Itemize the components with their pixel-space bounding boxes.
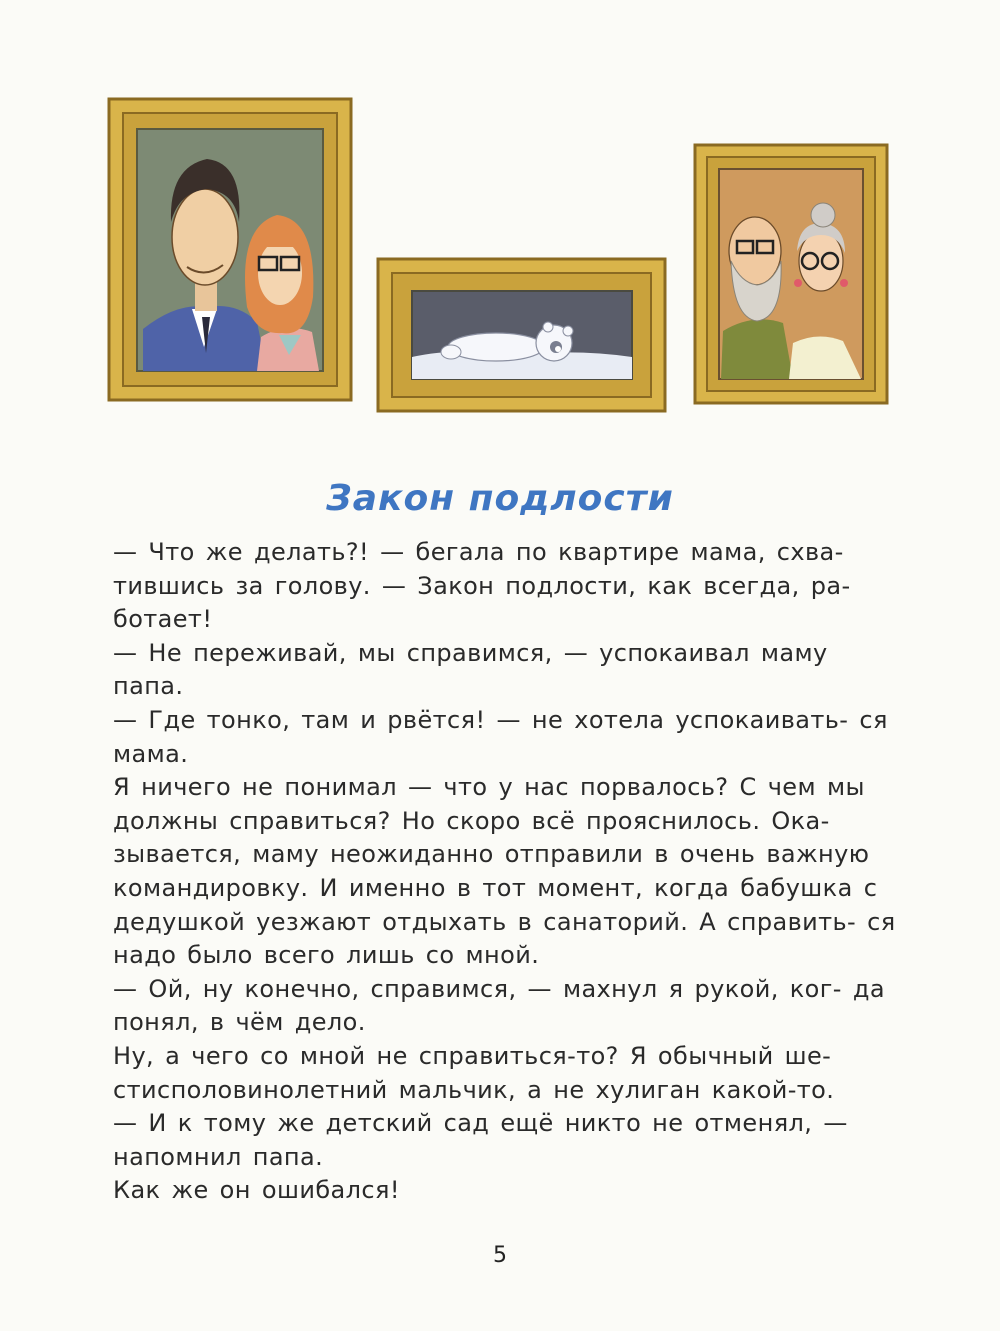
chapter-text [113,536,900,1208]
paragraph: — И к тому же детский сад ещё никто не отменял, — напомнил папа. [113,1109,848,1171]
paragraph: — Ой, ну конечно, справимся, — махнул я рукой, ког- да понял, в чём дело. [113,974,885,1037]
paragraph: Как же он ошибался! [113,1176,400,1205]
paragraph: Я ничего не понимал — что у нас порвалось? С чем мы должны справиться? Но скоро всё прояснилось. Ока- зывается, маму неожиданно отправили в очень важную командировку. И именно в тот момент, когда бабушка с дедушкой уезжают отдыхать в санаторий. А справить- ся надо было всего лишь со мной. [113,773,896,970]
grandparents-portrait-frame [693,143,889,405]
paragraph: — Не переживай, мы справимся, — успокаивал маму папа. [113,638,828,701]
grandparents-portrait-illustration [693,143,889,405]
bear-cub-illustration [376,257,667,413]
bear-cub-picture-frame [376,257,667,413]
paragraph: — Где тонко, там и рвётся! — не хотела успокаивать- ся мама. [113,705,888,768]
page-number: 5 [493,1243,507,1268]
parents-portrait-illustration [107,97,353,402]
chapter-title: Закон подлости [326,478,674,519]
paragraph: Ну, а чего со мной не справиться-то? Я обычный ше- стисполовинолетний мальчик, а не хулиган какой-то. [113,1041,835,1104]
paragraph: — Что же делать?! — бегала по квартире мама, схва- тившись за голову. — Закон подлости, как всегда, ра- ботает! [113,538,851,634]
parents-portrait-frame [107,97,353,402]
